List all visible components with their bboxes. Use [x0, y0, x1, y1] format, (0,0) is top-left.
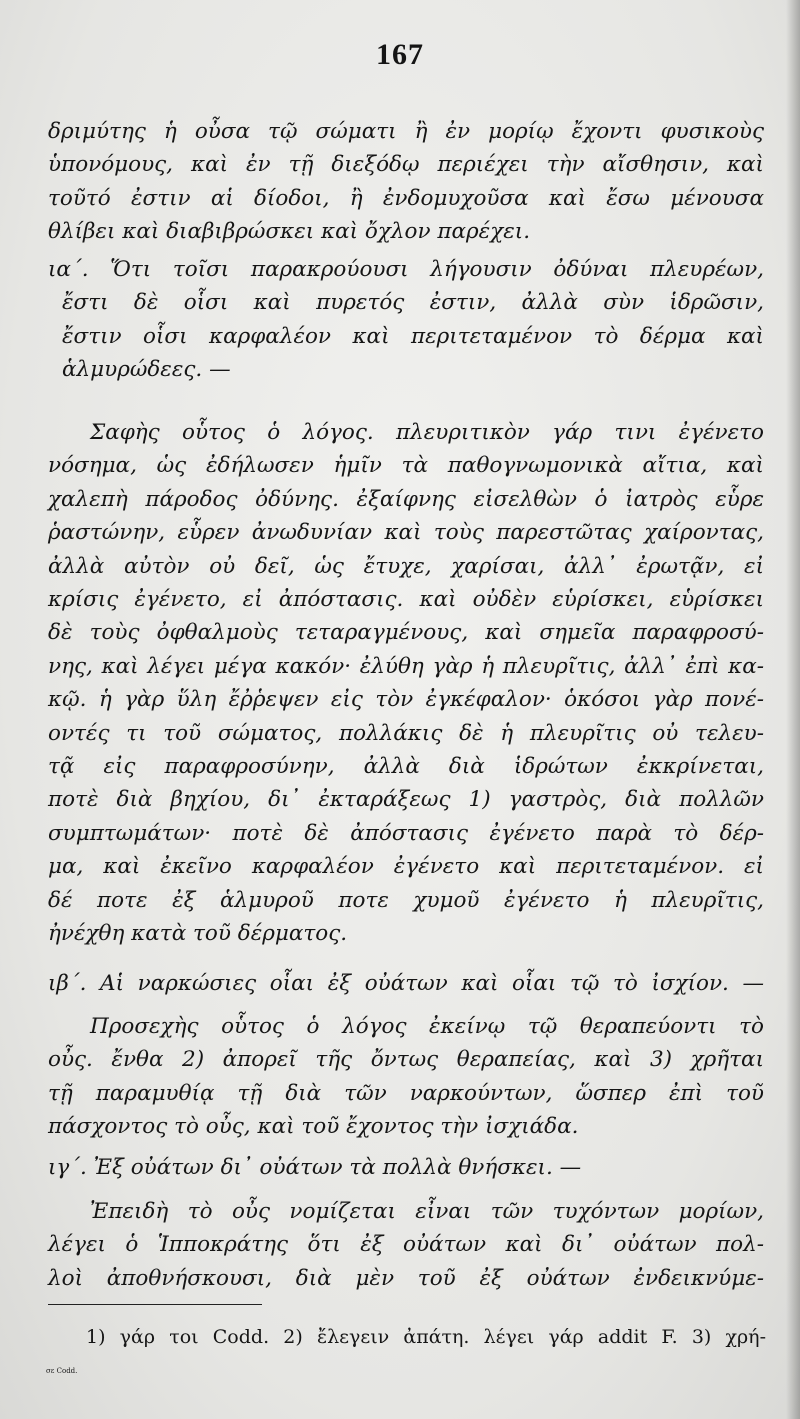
- text-line: τᾷ εἰς παραφροσύνην, ἀλλὰ διὰ ἱδρώτων ἐκκρίνεται,: [48, 754, 764, 780]
- text-line: ἔστι δὲ οἷσι καὶ πυρετός ἐστιν, ἀλλὰ σὺν ἱδρῶσιν,: [62, 290, 764, 316]
- commentary-13: [48, 1195, 764, 1295]
- footnote-rule: [48, 1304, 262, 1305]
- text-line: ἀλλὰ αὐτὸν οὐ δεῖ, ὡς ἔτυχε, χαρίσαι, ἀλλ᾽ ἐρωτᾷν, εἰ: [48, 553, 764, 579]
- aphorism-12: [48, 967, 764, 1000]
- commentary-11: [48, 416, 764, 951]
- text-line: νης, καὶ λέγει μέγα κακόν· ἐλύθη γὰρ ἡ πλευρῖτις, ἀλλ᾽ ἐπὶ κα-: [48, 653, 764, 679]
- text-line: ποτὲ διὰ βηχίου, δι᾽ ἐκταράξεως 1) γαστρὸς, διὰ πολλῶν: [48, 787, 764, 813]
- text-line: λοὶ ἀποθνήσκουσι, διὰ μὲν τοῦ ἐξ οὐάτων ἐνδεικνύμε-: [48, 1265, 764, 1291]
- text-line: τοῦτό ἐστιν αἱ δίοδοι, ἢ ἐνδομυχοῦσα καὶ ἔσω μένουσα: [48, 185, 764, 211]
- text-line: οντές τι τοῦ σώματος, πολλάκις δὲ ἡ πλευρῖτις οὐ τελευ-: [48, 720, 764, 746]
- main-text: [48, 115, 764, 249]
- text-line: δὲ τοὺς ὀφθαλμοὺς τεταραγμένους, καὶ σημεῖα παραφροσύ-: [48, 620, 764, 646]
- text-line: πάσχοντος τὸ οὖς, καὶ τοῦ ἔχοντος τὴν ἰσχιάδα.: [48, 1114, 579, 1140]
- text-line: χαλεπὴ πάροδος ὀδύνης. ἐξαίφνης εἰσελθὼν ὁ ἰατρὸς εὗρε: [48, 486, 764, 512]
- text-line: δριμύτης ἡ οὖσα τῷ σώματι ἢ ἐν μορίῳ ἔχοντι φυσικοὺς: [48, 119, 764, 144]
- footnote-line: 1) γάρ τοι Codd. 2) ἔλεγειν ἀπάτη. λέγει γάρ addit F. 3) χρή-: [86, 1326, 766, 1348]
- text-line: θλίβει καὶ διαβιβρώσκει καὶ ὄχλον παρέχει.: [48, 219, 531, 245]
- text-line: ῥαστώνην, εὗρεν ἀνωδυνίαν καὶ τοὺς παρεστῶτας χαίροντας,: [48, 520, 764, 546]
- text-line: Ἐπειδὴ τὸ οὖς νομίζεται εἶναι τῶν τυχόντων μορίων,: [90, 1199, 764, 1224]
- text-line: ἁλμυρώδεες. —: [62, 357, 231, 383]
- text-line: δέ ποτε ἐξ ἁλμυροῦ ποτε χυμοῦ ἐγένετο ἡ πλευρῖτις,: [48, 887, 764, 913]
- text-line: Σαφὴς οὗτος ὁ λόγος. πλευριτικὸν γάρ τινι ἐγένετο: [90, 420, 764, 445]
- aphorism-13: [48, 1151, 764, 1184]
- footnote-line: σε Codd.: [46, 1367, 78, 1375]
- text-line: Προσεχὴς οὗτος ὁ λόγος ἐκείνῳ τῷ θεραπεύοντι τὸ: [90, 1014, 764, 1039]
- text-line: κρίσις ἐγένετο, εἰ ἀπόστασις. καὶ οὐδὲν εὑρίσκει, εὑρίσκει: [48, 587, 764, 613]
- text-line: κῷ. ἡ γὰρ ὕλη ἔῤῥεψεν εἰς τὸν ἐγκέφαλον· ὁκόσοι γὰρ πονέ-: [48, 687, 764, 713]
- page-number: 167: [376, 38, 424, 71]
- text-line: ὑπονόμους, καὶ ἐν τῇ διεξόδῳ περιέχει τὴν αἴσθησιν, καὶ: [48, 152, 764, 178]
- commentary-12: [48, 1010, 764, 1144]
- text-line: τῇ παραμυθίᾳ τῇ διὰ τῶν ναρκούντων, ὥσπερ ἐπὶ τοῦ: [48, 1080, 764, 1106]
- aphorism-heading: ιγ΄. Ἐξ οὐάτων δι᾽ οὐάτων τὰ πολλὰ θνήσκει. —: [48, 1155, 582, 1180]
- text-line: μα, καὶ ἐκεῖνο καρφαλέον ἐγένετο καὶ περιτεταμένον. εἰ: [48, 854, 764, 880]
- footnotes: [46, 1320, 766, 1388]
- aphorism-heading: ια΄. Ὅτι τοῖσι παρακρούουσι λήγουσιν ὀδύναι πλευρέων,: [48, 257, 764, 282]
- text-line: ἠνέχθη κατὰ τοῦ δέρματος.: [48, 921, 348, 947]
- text-line: νόσημα, ὡς ἐδήλωσεν ἡμῖν τὰ παθογνωμονικὰ αἴτια, καὶ: [48, 453, 764, 479]
- aphorism-heading: ιβ΄. Αἱ ναρκώσιες οἷαι ἐξ οὐάτων καὶ οἷαι τῷ τὸ ἰσχίον. —: [48, 971, 764, 996]
- text-line: ἔστιν οἷσι καρφαλέον καὶ περιτεταμένον τὸ δέρμα καὶ: [62, 323, 764, 349]
- aphorism-11: [48, 253, 764, 387]
- text-line: συμπτωμάτων· ποτὲ δὲ ἀπόστασις ἐγένετο παρὰ τὸ δέρ-: [48, 820, 764, 846]
- text-line: οὖς. ἔνθα 2) ἀπορεῖ τῆς ὄντως θεραπείας, καὶ 3) χρῆται: [48, 1047, 764, 1073]
- page-edge-shadow: [786, 0, 800, 1419]
- text-line: λέγει ὁ Ἱπποκράτης ὅτι ἐξ οὐάτων καὶ δι᾽ οὐάτων πολ-: [48, 1232, 764, 1258]
